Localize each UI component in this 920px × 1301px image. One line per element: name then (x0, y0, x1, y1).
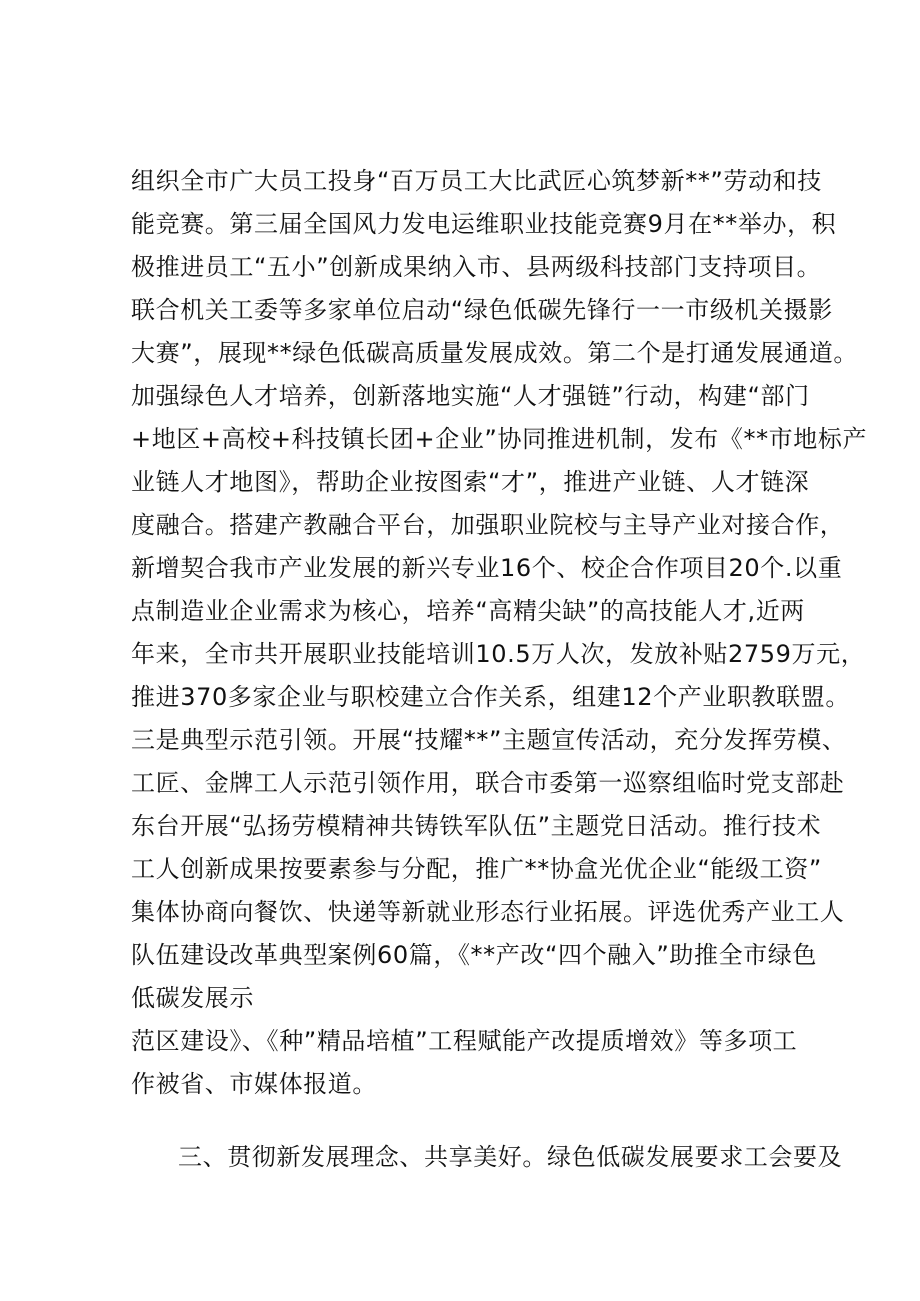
paragraph-line-6: 加强绿色人才培养，创新落地实施“人才强链”行动，构建“部门 (131, 382, 810, 410)
paragraph-line-19: 队伍建设改革典型案例60篇，《**产改“四个融入”助推全市绿色 (131, 941, 818, 969)
paragraph-line-5: 大赛”，展现**绿色低碳高质量发展成效。第二个是打通发展通道。 (131, 339, 859, 367)
paragraph-line-7: +地区+高校+科技镇长团+企业”协同推进机制，发布《**市地标产 (131, 425, 868, 453)
paragraph-line-10: 新增契合我市产业发展的新兴专业16个、校企合作项目20个.以重 (131, 554, 843, 582)
paragraph-line-11: 点制造业企业需求为核心，培养“高精尖缺”的高技能人才,近两 (131, 597, 805, 625)
paragraph-line-9: 度融合。搭建产教融合平台，加强职业院校与主导产业对接合作， (131, 511, 845, 539)
paragraph-line-12: 年来，全市共开展职业技能培训10.5万人次，发放补贴2759万元， (131, 640, 866, 668)
paragraph-line-15: 工匠、金牌工人示范引领作用，联合市委第一巡察组临时党支部赴 (131, 769, 845, 797)
paragraph-line-1: 组织全市广大员工投身“百万员工大比武匠心筑梦新**”劳动和技 (131, 167, 822, 195)
paragraph-line-17: 工人创新成果按要素参与分配，推广**协盒光优企业“能级工资” (131, 855, 822, 883)
paragraph-line-18: 集体协商向餐饮、快递等新就业形态行业拓展。评选优秀产业工人 (131, 898, 845, 926)
paragraph-line-4: 联合机关工委等多家单位启动“绿色低碳先锋行一一市级机关摄影 (131, 296, 833, 324)
paragraph-line-14: 三是典型示范引领。开展“技耀**”主题宣传活动，充分发挥劳模、 (131, 726, 847, 754)
paragraph-line-13: 推进370多家企业与职校建立合作关系，组建12个产业职教联盟。 (131, 683, 850, 711)
paragraph-line-2: 能竞赛。第三届全国风力发电运维职业技能竞赛9月在**举办，积 (131, 210, 837, 238)
paragraph-line-22: 作被省、市媒体报道。 (131, 1070, 377, 1098)
section-heading: 三、贯彻新发展理念、共享美好。绿色低碳发展要求工会要及 (178, 1143, 843, 1171)
paragraph-line-16: 东台开展“弘扬劳模精神共铸铁军队伍”主题党日活动。推行技术 (131, 812, 822, 840)
paragraph-line-21: 范区建设》、《种”精品培植”工程赋能产改提质增效》等多项工 (131, 1027, 798, 1055)
paragraph-line-8: 业链人才地图》，帮助企业按图索“才”，推进产业链、人才链深 (131, 468, 810, 496)
paragraph-line-20: 低碳发展示 (131, 984, 254, 1012)
paragraph-line-3: 极推进员工“五小”创新成果纳入市、县两级科技部门支持项目。 (131, 253, 822, 281)
